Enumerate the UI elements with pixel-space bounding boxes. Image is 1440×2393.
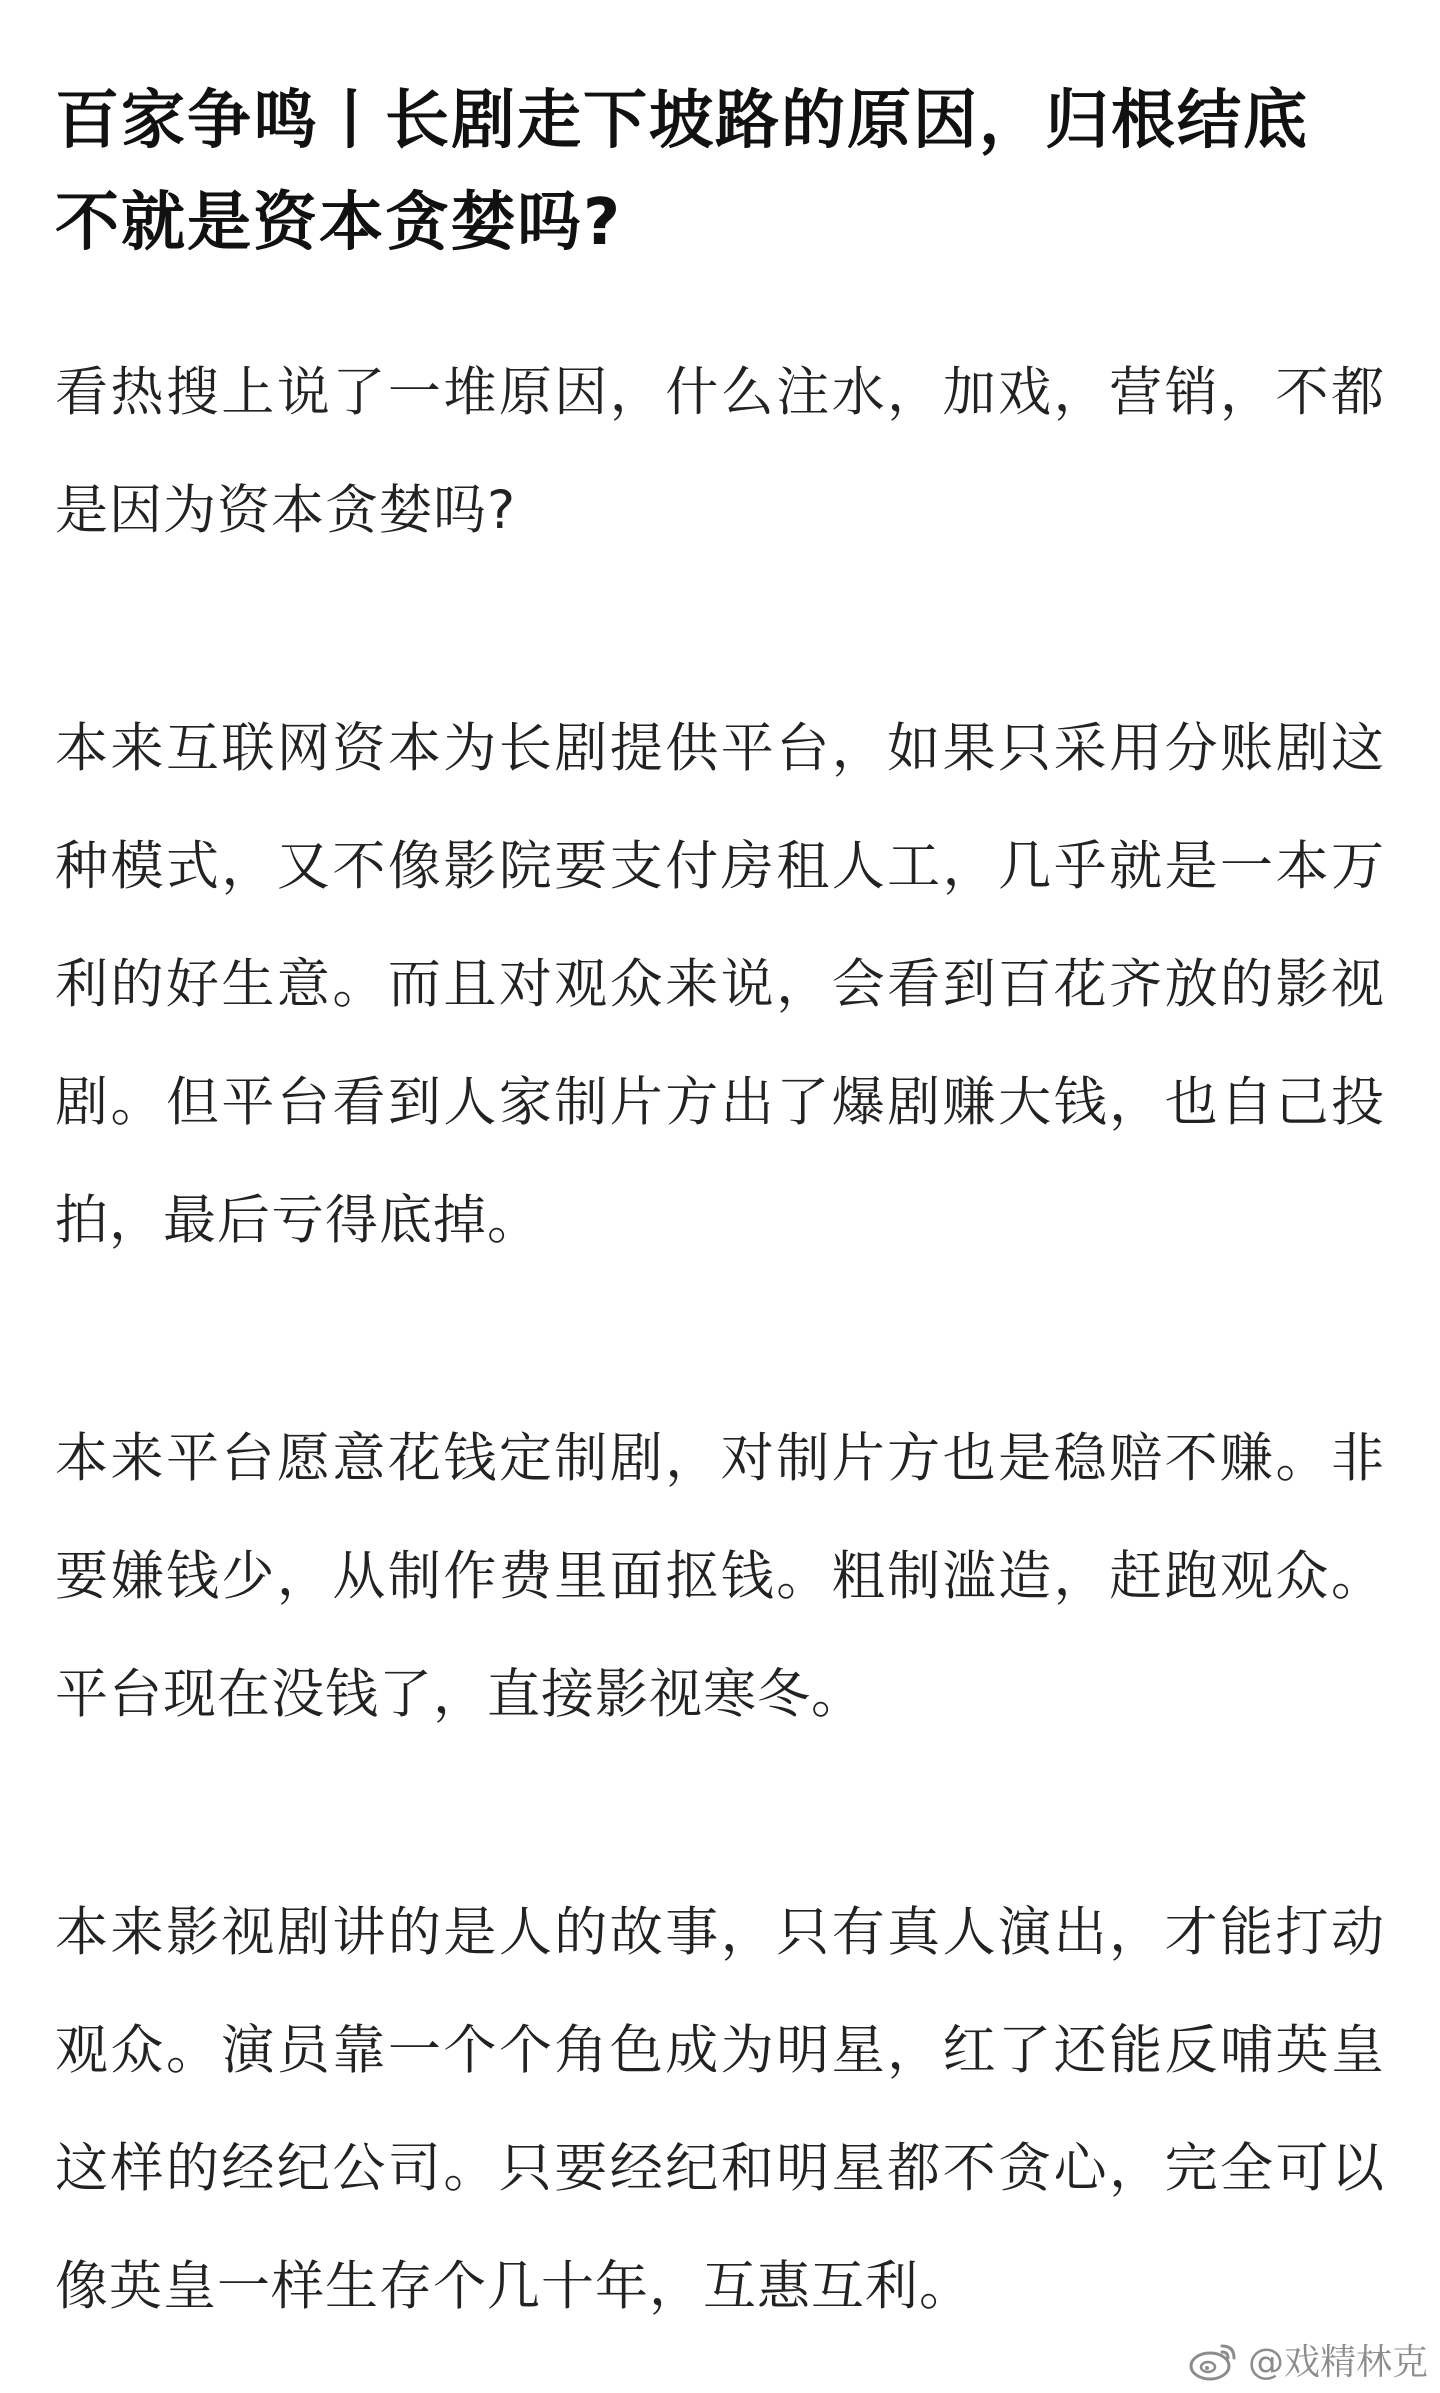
paragraph: 本来平台愿意花钱定制剧，对制片方也是稳赔不赚。非要嫌钱少，从制作费里面抠钱。粗制滥造，赶跑观众。平台现在没钱了，直接影视寒冬。 (55, 1428, 1385, 1725)
article-body (55, 334, 1385, 2346)
watermark-text: @戏精林克 (1247, 2342, 1428, 2383)
paragraph: 本来影视剧讲的是人的故事，只有真人演出，才能打动观众。演员靠一个个角色成为明星，红了还能反哺英皇这样的经纪公司。只要经纪和明星都不贪心，完全可以像英皇一样生存个几十年，互惠互利。 (55, 1902, 1385, 2317)
weibo-icon (1188, 2338, 1240, 2382)
article (55, 70, 1385, 2346)
article-title (55, 70, 1385, 274)
article-title-text: 百家争鸣丨长剧走下坡路的原因，归根结底不就是资本贪婪吗? (55, 84, 1309, 260)
paragraph: 本来互联网资本为长剧提供平台，如果只采用分账剧这种模式，又不像影院要支付房租人工，几乎就是一本万利的好生意。而且对观众来说，会看到百花齐放的影视剧。但平台看到人家制片方出了爆剧赚大钱，也自己投拍，最后亏得底掉。 (55, 718, 1385, 1251)
watermark (1188, 2334, 1428, 2385)
paragraph: 看热搜上说了一堆原因，什么注水，加戏，营销，不都是因为资本贪婪吗? (55, 362, 1385, 541)
